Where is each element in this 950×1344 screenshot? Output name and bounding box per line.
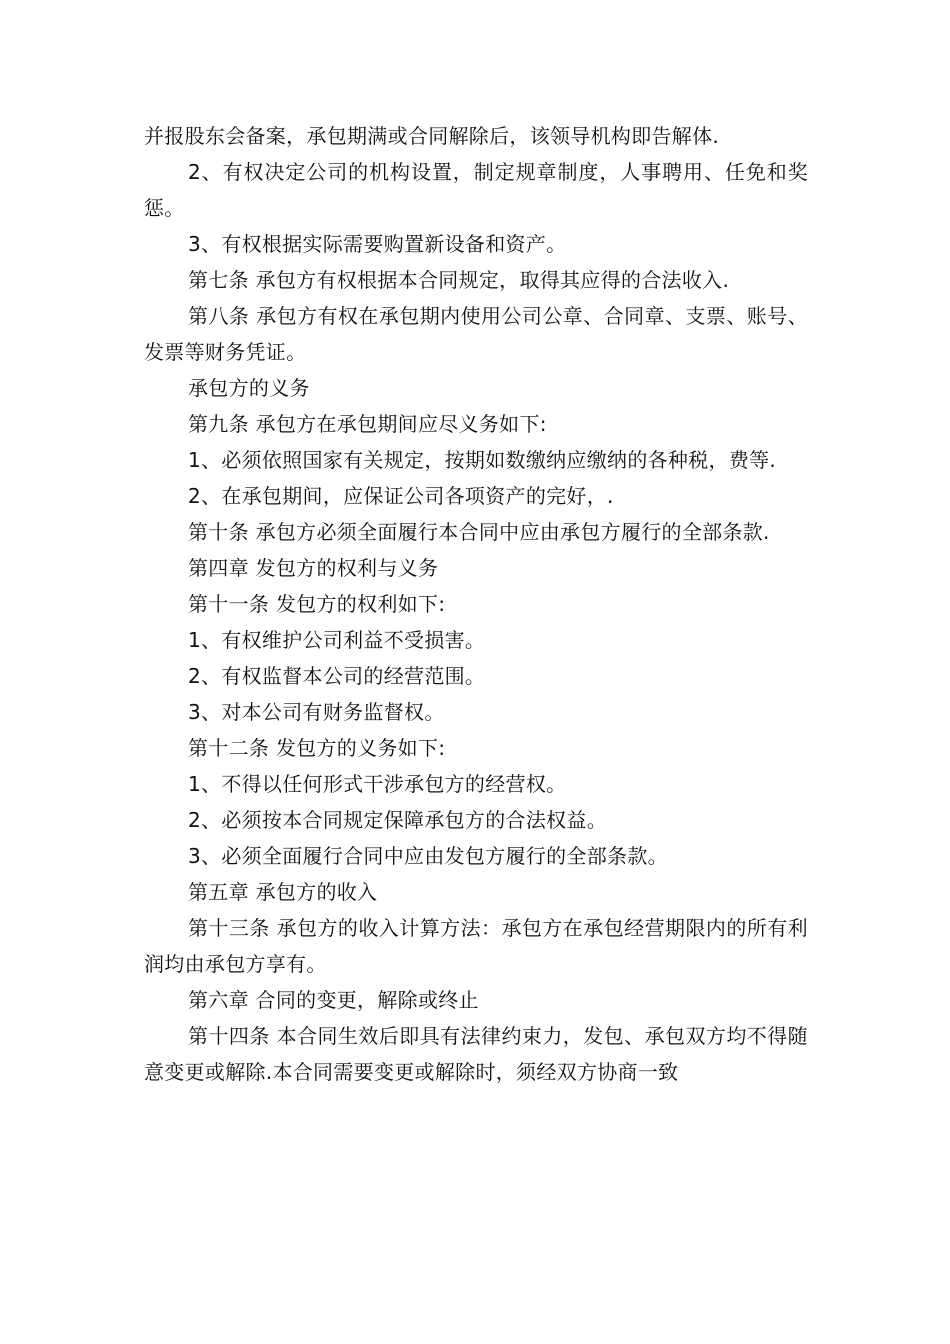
paragraph-continuation: 并报股东会备案，承包期满或合同解除后，该领导机构即告解体. xyxy=(144,124,720,148)
paragraph-article-11: 第十一条 发包方的权利如下: xyxy=(188,592,446,616)
paragraph-article-8: 第八条 承包方有权在承包期内使用公司公章、合同章、支票、账号、发票等财务凭证。 xyxy=(144,304,808,364)
chapter-heading-5: 第五章 承包方的收入 xyxy=(188,880,378,904)
paragraph-article-7: 第七条 承包方有权根据本合同规定，取得其应得的合法收入. xyxy=(188,268,730,292)
document-body xyxy=(144,118,808,1090)
paragraph-duty-1-taxes: 1、必须依照国家有关规定，按期如数缴纳应缴纳的各种税，费等. xyxy=(188,448,777,472)
paragraph-obligation-1: 1、不得以任何形式干涉承包方的经营权。 xyxy=(188,772,567,796)
paragraph-right-2: 2、有权监督本公司的经营范围。 xyxy=(188,664,486,688)
paragraph-duty-2-assets: 2、在承包期间，应保证公司各项资产的完好，. xyxy=(188,484,614,508)
section-heading-contractor-duties: 承包方的义务 xyxy=(188,376,310,400)
paragraph-right-3: 3、对本公司有财务监督权。 xyxy=(188,700,445,724)
paragraph-article-14: 第十四条 本合同生效后即具有法律约束力，发包、承包双方均不得随意变更或解除.本合同需要变更或解除时，须经双方协商一致 xyxy=(144,1024,808,1084)
paragraph-right-1: 1、有权维护公司利益不受损害。 xyxy=(188,628,486,652)
paragraph-obligation-2: 2、必须按本合同规定保障承包方的合法权益。 xyxy=(188,808,608,832)
paragraph-article-9: 第九条 承包方在承包期间应尽义务如下: xyxy=(188,412,547,436)
paragraph-obligation-3: 3、必须全面履行合同中应由发包方履行的全部条款。 xyxy=(188,844,668,868)
paragraph-clause-3-purchase: 3、有权根据实际需要购置新设备和资产。 xyxy=(188,232,567,256)
paragraph-clause-2-org-setup: 2、有权决定公司的机构设置，制定规章制度，人事聘用、任免和奖惩。 xyxy=(144,160,808,220)
paragraph-article-10: 第十条 承包方必须全面履行本合同中应由承包方履行的全部条款. xyxy=(188,520,770,544)
chapter-heading-4: 第四章 发包方的权利与义务 xyxy=(188,556,439,580)
paragraph-article-13: 第十三条 承包方的收入计算方法：承包方在承包经营期限内的所有利润均由承包方享有。 xyxy=(144,916,808,976)
chapter-heading-6: 第六章 合同的变更，解除或终止 xyxy=(188,988,479,1012)
paragraph-article-12: 第十二条 发包方的义务如下: xyxy=(188,736,446,760)
